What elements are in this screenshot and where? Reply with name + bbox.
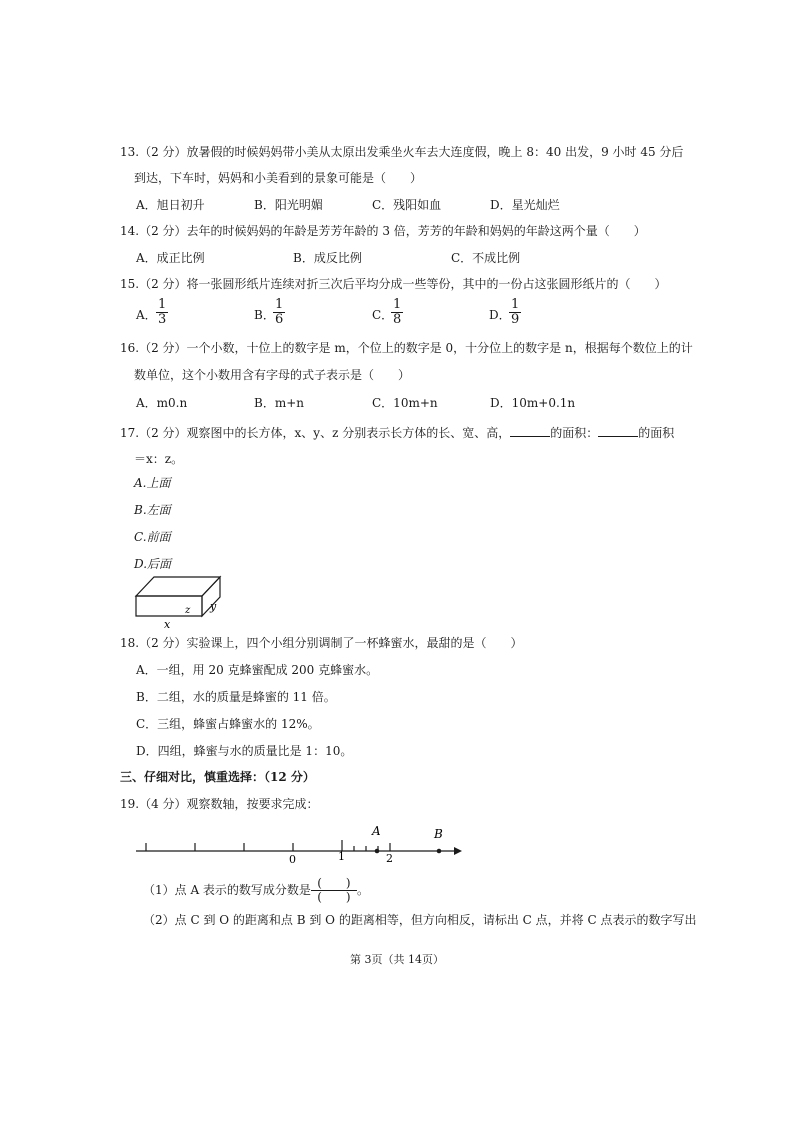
q15-option-d-fraction: 1 9: [511, 297, 520, 327]
q19-answer-numerator[interactable]: ( ): [317, 876, 351, 890]
q17-blank-2[interactable]: [598, 424, 638, 437]
q19-sub1: [143, 877, 369, 904]
q17-option-d: D.后面: [134, 557, 172, 571]
cuboid-label-z: z: [185, 605, 191, 616]
q19-sub1-text: （1）点 A 表示的数写成分数是: [143, 883, 311, 897]
cuboid-front-face: [136, 596, 202, 616]
q19-answer-fraction[interactable]: [311, 877, 357, 904]
cuboid-figure: [130, 574, 225, 632]
q13-stem-line1: 13.（2 分）放暑假的时候妈妈带小美从太原出发乘坐火车去大连度假，晚上 8：40 出发，9 小时 45 分后: [120, 145, 684, 159]
q15-option-a-label: A．: [136, 308, 157, 322]
q13-option-d: D．星光灿烂: [490, 198, 560, 212]
cuboid-top-face: [136, 577, 220, 596]
q18-option-d: D．四组，蜂蜜与水的质量比是 1：10。: [136, 744, 353, 758]
q17-stem-part2: 的面积：: [550, 426, 599, 440]
cuboid-label-x: x: [164, 618, 171, 631]
q17-stem-line2: ＝x：z。: [134, 452, 184, 466]
q18-option-a: A．一组，用 20 克蜂蜜配成 200 克蜂蜜水。: [136, 663, 379, 677]
q17-blank-1[interactable]: [510, 424, 550, 437]
q19-sub2: （2）点 C 到 O 的距离和点 B 到 O 的距离相等，但方向相反，请标出 C 点，并将 C 点表示的数字写出: [143, 913, 697, 927]
page-footer: 第 3页（共 14页）: [350, 953, 444, 966]
point-b-marker: [437, 849, 442, 854]
tick-label-2: 2: [386, 852, 393, 865]
q17-stem-line1: [120, 424, 674, 441]
q17-option-a: A.上面: [134, 476, 171, 490]
q15-option-b-label: B．: [254, 308, 275, 322]
q13-stem-line2: 到达，下车时，妈妈和小美看到的景象可能是（ ）: [134, 171, 423, 185]
q19-stem: 19.（4 分）观察数轴，按要求完成：: [120, 797, 319, 811]
q18-option-c: C．三组，蜂蜜占蜂蜜水的 12%。: [136, 717, 320, 731]
q17-stem-part1: 17.（2 分）观察图中的长方体，x、y、z 分别表示长方体的长、宽、高，: [120, 426, 511, 440]
tick-label-1: 1: [338, 850, 345, 863]
q14-option-a: A．成正比例: [136, 251, 205, 265]
cuboid-label-y: y: [210, 600, 217, 613]
q14-stem: 14.（2 分）去年的时候妈妈的年龄是芳芳年龄的 3 倍，芳芳的年龄和妈妈的年龄这两个量（ ）: [120, 224, 646, 238]
q16-option-b: B．m+n: [254, 396, 304, 410]
q19-answer-denominator[interactable]: ( ): [317, 890, 351, 904]
q15-option-b-fraction: 1 6: [275, 297, 284, 327]
q16-option-d: D．10m+0.1n: [490, 396, 576, 410]
q17-option-c: C.前面: [134, 530, 171, 544]
point-a-marker: [375, 849, 380, 854]
q14-option-b: B．成反比例: [293, 251, 362, 265]
q16-stem-line1: 16.（2 分）一个小数，十位上的数字是 m，个位上的数字是 0，十分位上的数字是 n，根据每个数位上的计: [120, 341, 693, 355]
q15-option-c-label: C．: [372, 308, 394, 322]
q15-option-c-fraction: 1 8: [393, 297, 402, 327]
q13-option-c: C．残阳如血: [372, 198, 442, 212]
number-line-arrow-icon: [454, 847, 462, 855]
q13-option-a: A．旭日初升: [136, 198, 205, 212]
q15-option-d-label: D．: [489, 308, 511, 322]
q16-option-a: A．m0.n: [136, 396, 188, 410]
q14-option-c: C．不成比例: [451, 251, 521, 265]
q18-option-b: B．二组，水的质量是蜂蜜的 11 倍。: [136, 690, 336, 704]
q13-option-b: B．阳光明媚: [254, 198, 323, 212]
q16-option-c: C．10m+n: [372, 396, 438, 410]
point-b-label: B: [434, 827, 443, 841]
q17-stem-part3: 的面积: [638, 426, 675, 440]
number-line: [136, 824, 466, 864]
q18-stem: 18.（2 分）实验课上，四个小组分别调制了一杯蜂蜜水，最甜的是（ ）: [120, 636, 523, 650]
q15-stem: 15.（2 分）将一张圆形纸片连续对折三次后平均分成一些等份，其中的一份占这张圆形纸片的（ ）: [120, 277, 667, 291]
section-3-heading: 三、仔细对比，慎重选择：（12 分）: [120, 770, 315, 784]
q19-sub1-end: 。: [356, 883, 369, 897]
point-a-label: A: [372, 824, 381, 838]
q17-option-b: B.左面: [134, 503, 171, 517]
q15-option-a-fraction: 1 3: [158, 297, 167, 327]
tick-label-0: 0: [289, 853, 296, 866]
q16-stem-line2: 数单位，这个小数用含有字母的式子表示是（ ）: [134, 368, 411, 382]
